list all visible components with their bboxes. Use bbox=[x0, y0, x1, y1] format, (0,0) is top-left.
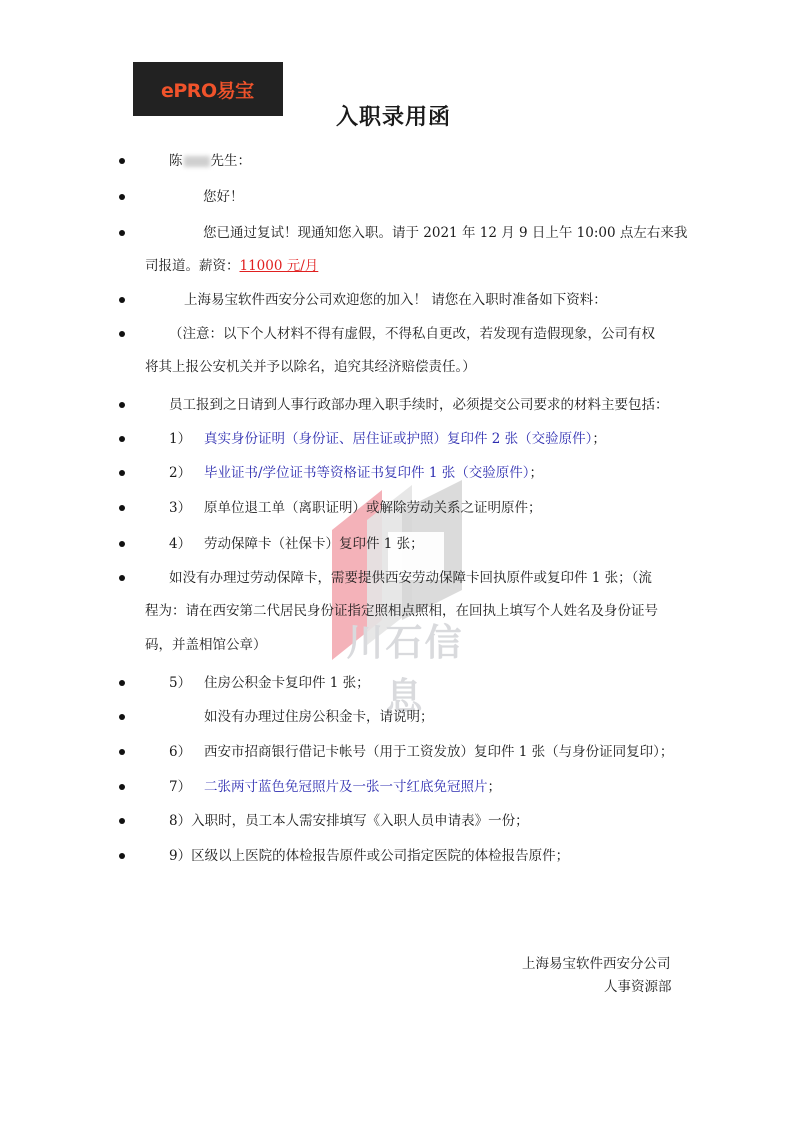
item-4-note-3: 码，并盖相馆公章） bbox=[145, 637, 267, 653]
greeting-title: 先生： bbox=[210, 153, 251, 169]
item-3-number: 3） bbox=[169, 500, 192, 516]
logo-text: ePRO易宝 bbox=[161, 79, 254, 102]
item-6-text: 西安市招商银行借记卡帐号（用于工资发放）复印件 1 张（与身份证同复印）； bbox=[204, 744, 674, 760]
greeting-line bbox=[169, 152, 251, 170]
item-1-text: 真实身份证明（身份证、居住证或护照）复印件 2 张（交验原件） bbox=[204, 431, 593, 447]
item-8-text: 8）入职时，员工本人需安排填写《入职人员申请表》一份； bbox=[169, 813, 529, 829]
bullet-icon bbox=[119, 714, 125, 720]
item-1-number: 1） bbox=[169, 431, 192, 447]
bullet-icon bbox=[119, 505, 125, 511]
bullet-icon bbox=[119, 402, 125, 408]
bullet-icon bbox=[119, 297, 125, 303]
item-9-text: 9）区级以上医院的体检报告原件或公司指定医院的体检报告原件； bbox=[169, 848, 570, 864]
item-5-number: 5） bbox=[169, 675, 192, 691]
bullet-icon bbox=[119, 749, 125, 755]
notice-line-2 bbox=[145, 257, 318, 275]
salary-label: 司报道。薪资： bbox=[145, 258, 240, 274]
bullet-icon bbox=[119, 158, 125, 164]
signature-company: 上海易宝软件西安分公司 bbox=[522, 956, 671, 972]
item-6-number: 6） bbox=[169, 744, 192, 760]
welcome-line: 上海易宝软件西安分公司欢迎您的加入！ 请您在入职时准备如下资料： bbox=[184, 292, 607, 308]
redacted-name bbox=[184, 156, 210, 167]
item-2-end: ； bbox=[529, 465, 543, 481]
item-7-number: 7） bbox=[169, 779, 192, 795]
bullet-icon bbox=[119, 784, 125, 790]
item-3-text: 原单位退工单（离职证明）或解除劳动关系之证明原件； bbox=[204, 500, 542, 516]
bullet-icon bbox=[119, 194, 125, 200]
watermark-text: 川石信息 bbox=[346, 621, 464, 718]
item-4-number: 4） bbox=[169, 536, 192, 552]
item-4-text: 劳动保障卡（社保卡）复印件 1 张； bbox=[204, 536, 424, 552]
notice-line-1: 您已通过复试！现通知您入职。请于 2021 年 12 月 9 日上午 10:00 点左右来我 bbox=[203, 225, 688, 241]
item-1 bbox=[204, 430, 606, 448]
item-7 bbox=[204, 778, 501, 796]
bullet-icon bbox=[119, 818, 125, 824]
bullet-icon bbox=[119, 331, 125, 337]
caution-line-2: 将其上报公安机关并予以除名，追究其经济赔偿责任。） bbox=[145, 359, 476, 375]
hello-line: 您好！ bbox=[203, 189, 244, 205]
bullet-icon bbox=[119, 230, 125, 236]
signature-department: 人事资源部 bbox=[604, 979, 672, 995]
item-7-text: 二张两寸蓝色免冠照片及一张一寸红底免冠照片 bbox=[204, 779, 488, 795]
bullet-icon bbox=[119, 853, 125, 859]
salary-value: 11000 元/月 bbox=[239, 258, 319, 274]
item-4-note-1: 如没有办理过劳动保障卡，需要提供西安劳动保障卡回执原件或复印件 1 张；（流 bbox=[169, 570, 652, 586]
item-2 bbox=[204, 464, 543, 482]
bullet-icon bbox=[119, 436, 125, 442]
item-2-text: 毕业证书/学位证书等资格证书复印件 1 张（交验原件） bbox=[204, 465, 530, 481]
item-1-end: ； bbox=[592, 431, 606, 447]
bullet-icon bbox=[119, 680, 125, 686]
bullet-icon bbox=[119, 470, 125, 476]
item-7-end: ； bbox=[487, 779, 501, 795]
greeting-name: 陈 bbox=[169, 153, 183, 169]
item-5-text: 住房公积金卡复印件 1 张； bbox=[204, 675, 370, 691]
caution-line-1: （注意：以下个人材料不得有虚假，不得私自更改，若发现有造假现象，公司有权 bbox=[169, 326, 655, 342]
item-5-note: 如没有办理过住房公积金卡，请说明； bbox=[204, 709, 434, 725]
item-2-number: 2） bbox=[169, 465, 192, 481]
bullet-icon bbox=[119, 575, 125, 581]
item-4-note-2: 程为：请在西安第二代居民身份证指定照相点照相，在回执上填写个人姓名及身份证号 bbox=[145, 603, 658, 619]
materials-intro: 员工报到之日请到人事行政部办理入职手续时，必须提交公司要求的材料主要包括： bbox=[169, 397, 669, 413]
bullet-icon bbox=[119, 541, 125, 547]
page-title: 入职录用函 bbox=[336, 104, 452, 130]
